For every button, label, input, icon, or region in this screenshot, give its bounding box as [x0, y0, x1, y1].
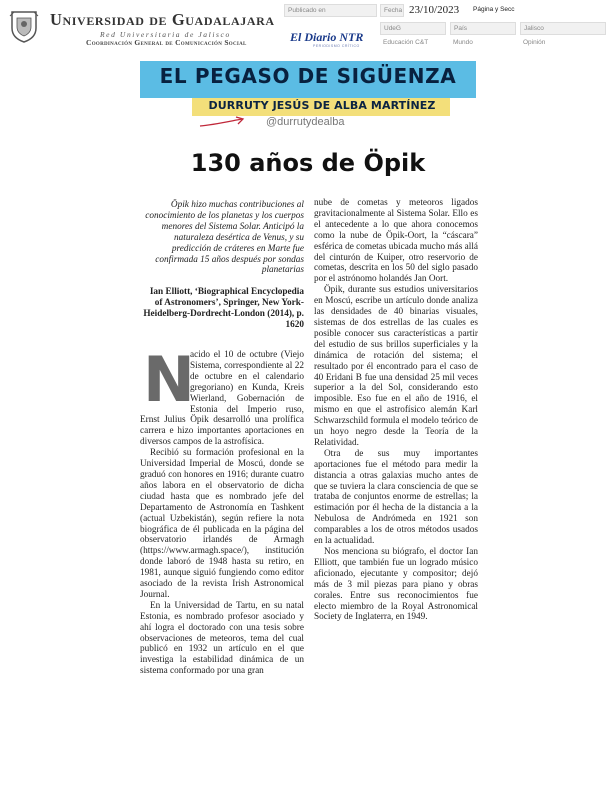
opinion-label: Opinión: [523, 39, 546, 46]
author-name: DURRUTY JESÚS DE ALBA MARTÍNEZ: [208, 99, 436, 112]
publication-logo: El Diario NTR: [290, 30, 364, 44]
article-paragraph: Recibió su formación profesional en la Universidad Imperial de Moscú, donde se graduó con honores en 1916; durante cuatro años labora en el observatorio de dicha ciudad hasta que es nombrado jefe del Departamento de Astronomía en Tashkent (actual Uzbekistán), según refiere la nota biográfica de él publicada en la página del observatorio irlandés de Armagh (https://www.armagh.space/), institución donde laboró de 1948 hasta su retiro, en 1981, aunque siguió fungiendo como editor asociado de la revista Irish Astronomical Journal.: [140, 448, 304, 600]
publication-logo-sub: PERIODISMO CRÍTICO: [313, 44, 360, 48]
education-label: Educación C&T: [383, 39, 429, 46]
article-paragraph: Nos menciona su biógrafo, el doctor Ian Elliott, que también fue un logrado músico aficionado, ejecutante y compositor; dejó más de 3 mil piezas para piano y obras corales. Entre sus reconocimientos fue electo miembro de la Royal Astronomical Society de Inglaterra, en 1949.: [314, 547, 478, 623]
date-label: Fecha: [380, 4, 404, 17]
drop-cap: N: [143, 343, 195, 416]
jalisco-label: Jalisco: [520, 22, 606, 35]
udeg-label: UdeG: [380, 22, 446, 35]
article-lead: Öpik hizo muchas contribuciones al conocimiento de los planetas y los cuerpos menores del Sistema Solar. Anticipó la naturaleza desértica de Venus, y su predicción de cráteres en Marte fue confirmada 15 años después por sondas planetarias: [145, 200, 304, 276]
university-network: Red Universitaria de Jalisco: [100, 30, 231, 39]
pais-label: País: [450, 22, 516, 35]
coordination-name: Coordinación General de Comunicación Social: [86, 38, 247, 47]
article-paragraph: Otra de sus muy importantes aportaciones fue el método para medir la distancia a otras galaxias mucho antes de que se tuviera la clara consciencia de que se trataba de conjuntos enorme de estrellas; la estimación por él hecha de la distancia a la Nebulosa de Andrómeda en 1921 son comparables a los de otros métodos usados en la actualidad.: [314, 448, 478, 547]
drop-cap-space: [140, 350, 190, 405]
article-column-1: [140, 350, 304, 677]
column-title: EL PEGASO DE SIGÜENZA: [159, 64, 457, 88]
arrow-icon: [198, 115, 250, 129]
article-paragraph: acido el 10 de octubre (Viejo Sistema, correspondiente al 22 de octubre en el calendario gregoriano) en Kunda, Kreis Wierland, Gobernación de Estonia del Imperio ruso, Ernst Julius Öpik desarrolló una prolífica carrera e hizo importantes aportaciones en diversos campos de la astrofísica.: [140, 350, 304, 448]
university-name: Universidad de Guadalajara: [50, 10, 275, 29]
mundo-label: Mundo: [453, 39, 473, 46]
article-paragraph: nube de cometas y meteoros ligados gravitacionalmente al Sistema Solar. Ello es el antecedente a lo que ahora conocemos como la nube de Öpik-Oort, la “cáscara” esférica de cometas ubicada mucho más allá del cinturón de Kuiper, otro reservorio de cometas, descrita en los 50 del siglo pasado por el astrónomo holandés Jan Oort.: [314, 198, 478, 285]
author-handle: @durrutydealba: [266, 116, 345, 128]
page-section-label: Página y Secc: [473, 6, 515, 13]
article-paragraph: Öpik, durante sus estudios universitarios en Moscú, escribe un artículo donde analiza las densidades de 40 binarias visuales, sistemas de dos estrellas de las cuales es posible conocer sus características a partir del estudio de sus brillos superficiales y la dinámica de rotación del sistema; el resultado por él encontrado para el caso de 40 Eridani B fue una densidad 25 mil veces superior a la del Sol, considerando esto imposible. Eso fue en el año de 1916, el mismo en que el astrofísico alemán Karl Schwarzschild formula el modelo teórico de un hoyo negro desde la Teoría de la Relatividad.: [314, 285, 478, 448]
article-column-2: [314, 198, 478, 623]
date-value: 23/10/2023: [409, 4, 460, 16]
article-headline: 130 años de Öpik: [190, 149, 426, 177]
published-in-label: Publicado en: [284, 4, 377, 17]
article-credit: Ian Elliott, ‘Biographical Encyclopedia of Astronomers’, Springer, New York-Heidelberg-Dordrecht-London (2014), p. 1620: [143, 287, 304, 330]
university-crest-icon: [6, 8, 42, 44]
article-paragraph: En la Universidad de Tartu, en su natal Estonia, es nombrado profesor asociado y ahí logra el doctorado con una tesis sobre observaciones de meteoros, tema del cual publicó en 1932 un artículo en el que investiga la estabilidad dinámica de un sistema conformado por una gran: [140, 600, 304, 677]
